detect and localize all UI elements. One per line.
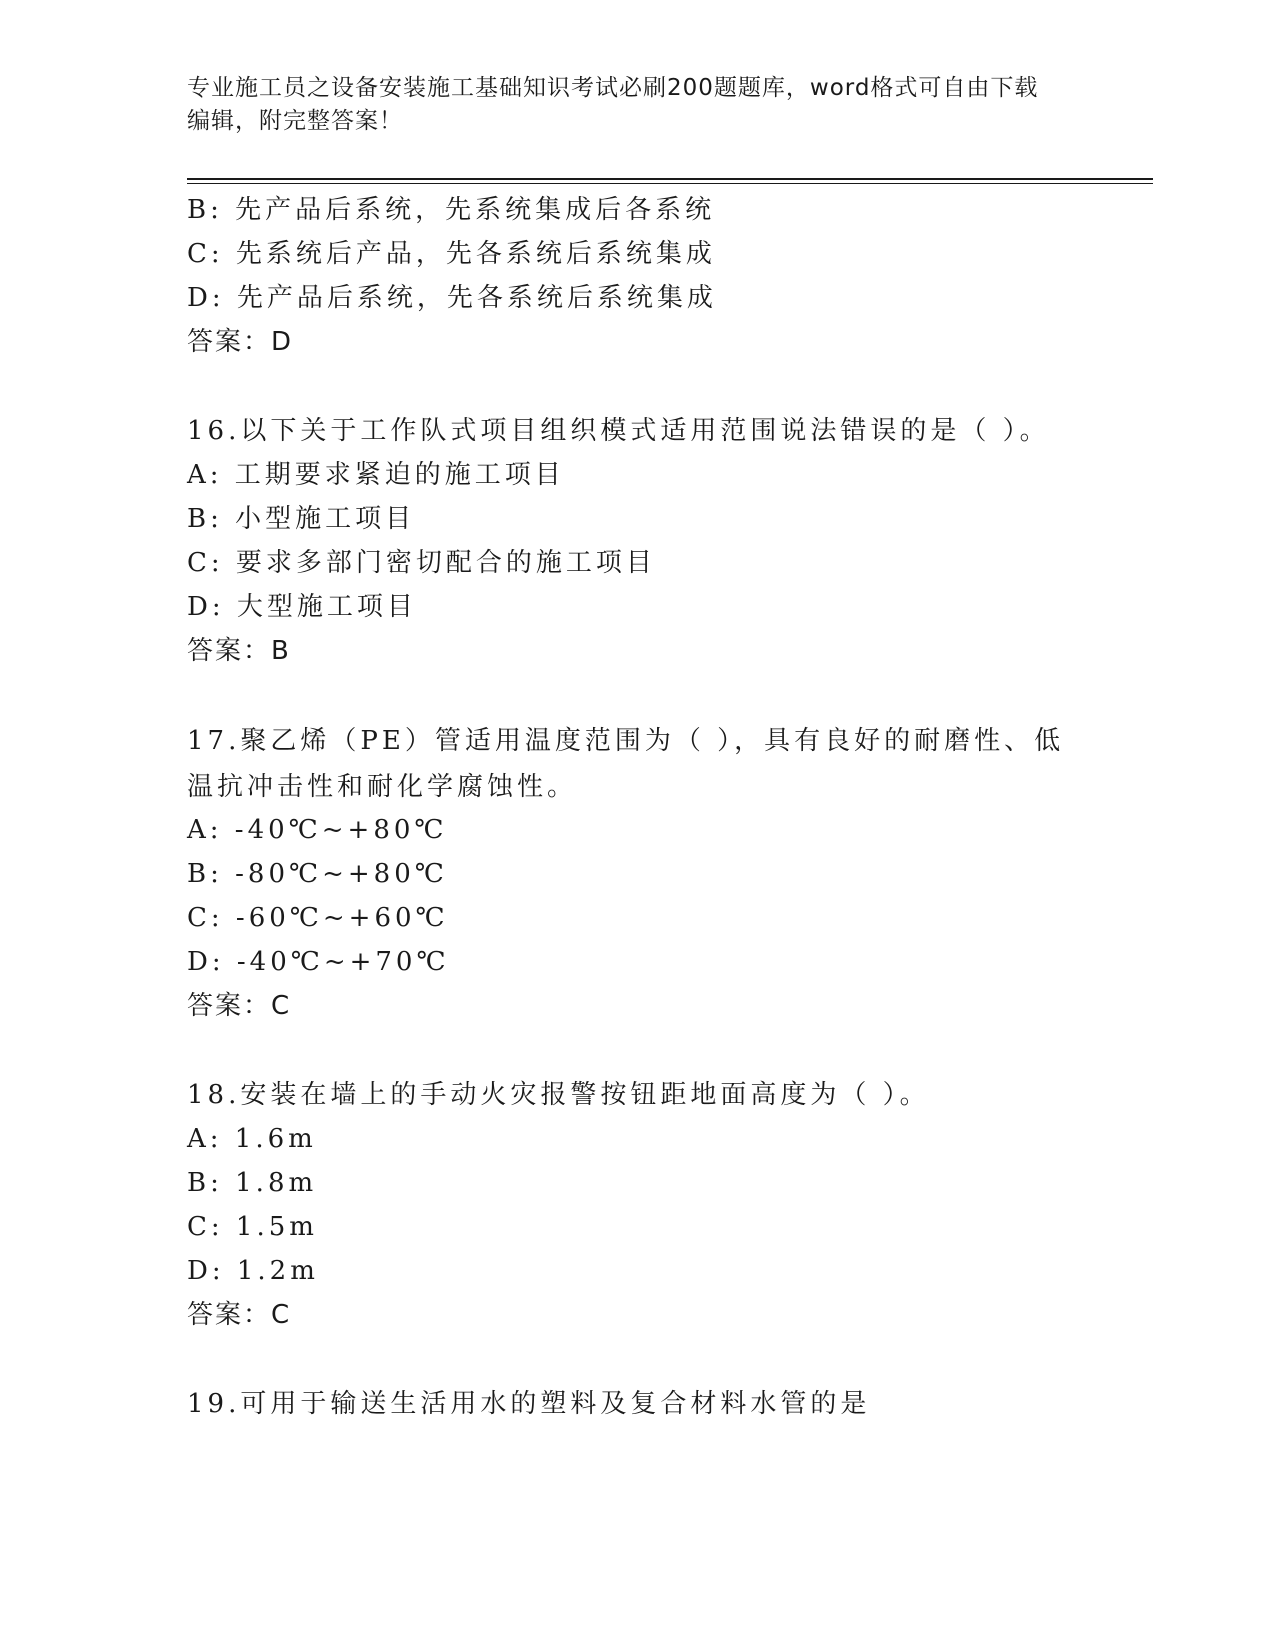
- q17-answer: 答案：C: [187, 991, 292, 1021]
- q17-option-b: B: -80℃~+80℃: [187, 859, 448, 889]
- header-title-line2: 编辑，附完整答案！: [187, 108, 403, 134]
- header-title-line1: 专业施工员之设备安装施工基础知识考试必刷200题题库，word格式可自由下载: [187, 75, 1039, 101]
- q17-option-c: C: -60℃~+60℃: [187, 903, 449, 933]
- q15-option-c: C: 先系统后产品，先各系统后系统集成: [187, 239, 716, 269]
- q18-question: 18.安装在墙上的手动火灾报警按钮距地面高度为（ ）。: [187, 1080, 930, 1110]
- q15-option-b: B: 先产品后系统，先系统集成后各系统: [187, 195, 716, 225]
- document-header: [187, 72, 1087, 138]
- q17-option-a: A: -40℃~+80℃: [187, 815, 448, 845]
- q15-answer: 答案：D: [187, 327, 294, 357]
- q16-option-a: A: 工期要求紧迫的施工项目: [187, 460, 565, 490]
- header-divider-thin: [187, 183, 1153, 184]
- q18-option-b: B: 1.8m: [187, 1168, 318, 1198]
- q18-option-d: D: 1.2m: [187, 1256, 319, 1286]
- q18-answer: 答案：C: [187, 1300, 292, 1330]
- q16-question: 16.以下关于工作队式项目组织模式适用范围说法错误的是（ ）。: [187, 416, 1050, 446]
- q17-option-d: D: -40℃~+70℃: [187, 947, 450, 977]
- q16-option-d: D: 大型施工项目: [187, 592, 417, 622]
- q16-option-b: B: 小型施工项目: [187, 504, 416, 534]
- q17-question: 17.聚乙烯（PE）管适用温度范围为（ ），具有良好的耐磨性、低温抗冲击性和耐化学腐蚀性。: [187, 726, 1065, 802]
- q15-option-d: D: 先产品后系统，先各系统后系统集成: [187, 283, 717, 313]
- header-divider-thick: [187, 178, 1153, 180]
- q18-option-a: A: 1.6m: [187, 1124, 317, 1154]
- q16-option-c: C: 要求多部门密切配合的施工项目: [187, 548, 656, 578]
- q18-option-c: C: 1.5m: [187, 1212, 318, 1242]
- q16-answer: 答案：B: [187, 636, 291, 666]
- q19-question: 19.可用于输送生活用水的塑料及复合材料水管的是: [187, 1389, 871, 1419]
